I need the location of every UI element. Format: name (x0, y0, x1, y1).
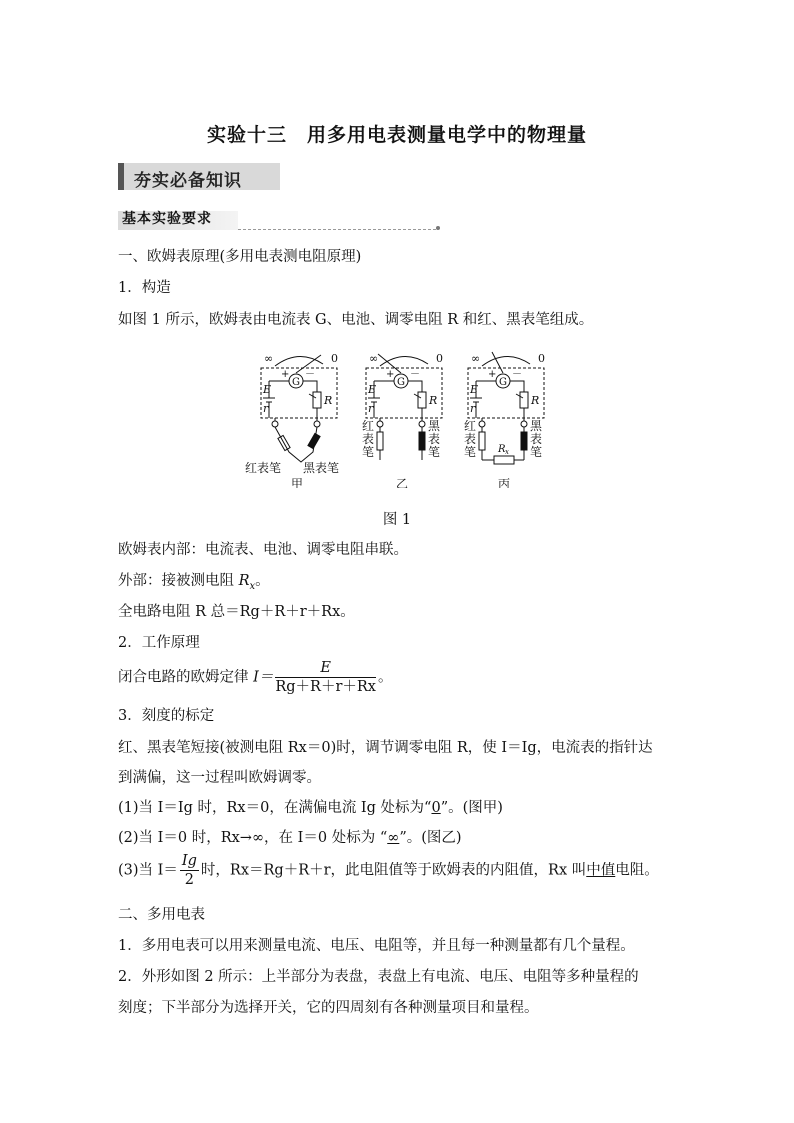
panel-1-red-probe-label: 红表笔 (245, 461, 282, 475)
panel-2-minus-sign: － (410, 369, 420, 380)
half-current-fraction: $\frac{Ig}{2}$ (181, 853, 197, 888)
heading-principle: 2．工作原理 (118, 635, 200, 651)
panel-3-black-probe-char: 笔 (530, 445, 543, 459)
panel-2-probe-tips (380, 450, 422, 460)
panel-2-black-probe-char: 笔 (428, 445, 441, 459)
panel-2-galvanometer-label: G (397, 377, 405, 388)
panel-3-emf-label: E (470, 383, 479, 396)
panel-2-zero-label: 0 (436, 352, 443, 365)
case-1: (1)当 I＝Ig 时，Rx＝0，在满偏电流 Ig 处标为“0”。(图甲) (118, 800, 503, 816)
panel-2-zero-adjust-resistor (418, 392, 426, 408)
panel-1-minus-sign: － (305, 369, 315, 380)
page-title: 实验十三 用多用电表测量电学中的物理量 (206, 124, 587, 146)
paragraph-multimeter-heading: 二、多用电表 (118, 907, 205, 923)
panel-3-red-probe-char: 表 (464, 432, 477, 446)
panel-3-zero-label: 0 (538, 352, 545, 365)
panel-1-galvanometer-label: G (292, 377, 300, 388)
panel-3-minus-sign: － (512, 369, 522, 380)
paragraph-ohmmeter-heading: 一、欧姆表原理(多用电表测电阻原理) (118, 249, 362, 265)
panel-2-resistor-label: R (429, 394, 438, 407)
panel-3-zero-adjust-resistor (520, 392, 528, 408)
panel-2-black-probe-char: 表 (428, 432, 441, 446)
panel-2-internal-resistance-label: r (368, 402, 374, 415)
subsection-heading (118, 208, 440, 230)
panel-1-panel-label: 甲 (291, 477, 304, 488)
panel-1-meter-box (261, 368, 337, 418)
panel-1-black-probe (308, 433, 320, 448)
paragraph-multimeter-2b: 刻度；下半部分为选择开关，它的四周刻有各种测量项目和量程。 (118, 1000, 539, 1016)
panel-2-probe-leads (380, 427, 422, 432)
panel-3-black-terminal (521, 421, 527, 427)
panel-1-zero-adjust-resistor (313, 392, 321, 408)
paragraph-ohm-law: 闭合电路的欧姆定律 I＝ $\frac{E}{Rg+R+r+Rx}$ 。 (118, 660, 393, 695)
subsection-dot (436, 226, 440, 230)
heading-scale: 3．刻度的标定 (118, 708, 215, 724)
paragraph-multimeter-2a: 2．外形如图 2 所示：上半部分为表盘，表盘上有电流、电压、电阻等多种量程的 (118, 969, 639, 985)
panel-1-emf-label: E (263, 383, 272, 396)
panel-3-resistor-label: R (531, 394, 540, 407)
paragraph-inside: 欧姆表内部：电流表、电池、调零电阻串联。 (118, 542, 408, 558)
panel-3-infinity-label: ∞ (471, 352, 481, 365)
paragraph-structure: 如图 1 所示，欧姆表由电流表 G、电池、调零电阻 R 和红、黑表笔组成。 (118, 312, 594, 328)
panel-1-black-terminal (314, 421, 320, 427)
panel-1-black-probe-label: 黑表笔 (303, 461, 340, 475)
panel-2-black-probe (419, 432, 425, 450)
panel-1-plus-sign: + (281, 369, 290, 380)
figure-1-circuit-diagrams (0, 348, 794, 488)
panel-2-black-terminal (419, 421, 425, 427)
panel-3-red-probe-char: 红 (464, 419, 477, 433)
panel-3-rx-subscript: x (505, 448, 509, 456)
panel-3-plus-sign: + (488, 369, 497, 380)
panel-2-emf-label: E (368, 383, 377, 396)
section-heading-label: 夯实必备知识 (134, 171, 242, 191)
panel-3-black-probe-char: 表 (530, 432, 543, 446)
panel-3-black-probe-char: 黑 (530, 419, 543, 433)
heading-structure: 1．构造 (118, 280, 171, 296)
panel-2-infinity-label: ∞ (369, 352, 379, 365)
paragraph-scale-2: 到满偏，这一过程叫欧姆调零。 (118, 770, 321, 786)
subsection-rule (238, 229, 436, 230)
panel-2-black-probe-char: 黑 (428, 419, 441, 433)
panel-3-internal-resistance-label: r (470, 402, 476, 415)
paragraph-outside: 外部：接被测电阻 $R_x$。 (118, 573, 270, 592)
case-2: (2)当 I＝0 时，Rx→∞，在 I＝0 处标为 “∞”。(图乙) (118, 830, 462, 846)
ohm-law-fraction: $\frac{E}{Rg+R+r+Rx}$ (275, 660, 376, 695)
figure-caption: 图 1 (382, 512, 412, 528)
panel-2-red-terminal (377, 421, 383, 427)
section-heading (118, 163, 280, 190)
panel-3-red-terminal (479, 421, 485, 427)
panel-2-plus-sign: + (386, 369, 395, 380)
panel-2-red-probe-char: 表 (362, 432, 375, 446)
panel-3-scale-arc (482, 356, 530, 366)
case-3: (3)当 I＝ $\frac{Ig}{2}$ 时，Rx＝Rg＋R＋r，此电阻值等于欧姆表的内阻值，Rx 叫中值电阻。 (118, 853, 659, 888)
panel-1-resistor-label: R (324, 394, 333, 407)
panel-3-rx-label: R (498, 444, 506, 455)
panel-2-red-probe (377, 432, 383, 450)
panel-2-red-probe-char: 红 (362, 419, 375, 433)
panel-2-panel-label: 乙 (396, 477, 409, 488)
panel-3-black-probe (521, 432, 527, 450)
panel-3-probe-leads (482, 427, 524, 432)
panel-1-zero-label: 0 (331, 352, 338, 365)
panel-2-meter-box (366, 368, 442, 418)
paragraph-multimeter-1: 1．多用电表可以用来测量电流、电压、电阻等，并且每一种测量都有几个量程。 (118, 938, 635, 954)
paragraph-scale-1: 红、黑表笔短接(被测电阻 Rx＝0)时，调节调零电阻 R，使 I＝Ig，电流表的指针达 (118, 740, 653, 756)
paragraph-total-resistance: 全电路电阻 R 总＝Rg＋R＋r＋Rx。 (118, 604, 355, 620)
panel-1-internal-resistance-label: r (263, 402, 269, 415)
panel-1-red-terminal (272, 421, 278, 427)
panel-3-galvanometer-label: G (499, 377, 507, 388)
panel-1-scale-arc (275, 356, 323, 366)
panel-3-panel-label: 丙 (498, 477, 511, 488)
panel-1-infinity-label: ∞ (264, 352, 274, 365)
panel-3-meter-box (468, 368, 544, 418)
panel-2-red-probe-char: 笔 (362, 445, 375, 459)
panel-3-red-probe (479, 432, 485, 450)
panel-3-rx-resistor (494, 456, 514, 464)
subsection-label: 基本实验要求 (122, 211, 212, 227)
panel-3-red-probe-char: 笔 (464, 445, 477, 459)
